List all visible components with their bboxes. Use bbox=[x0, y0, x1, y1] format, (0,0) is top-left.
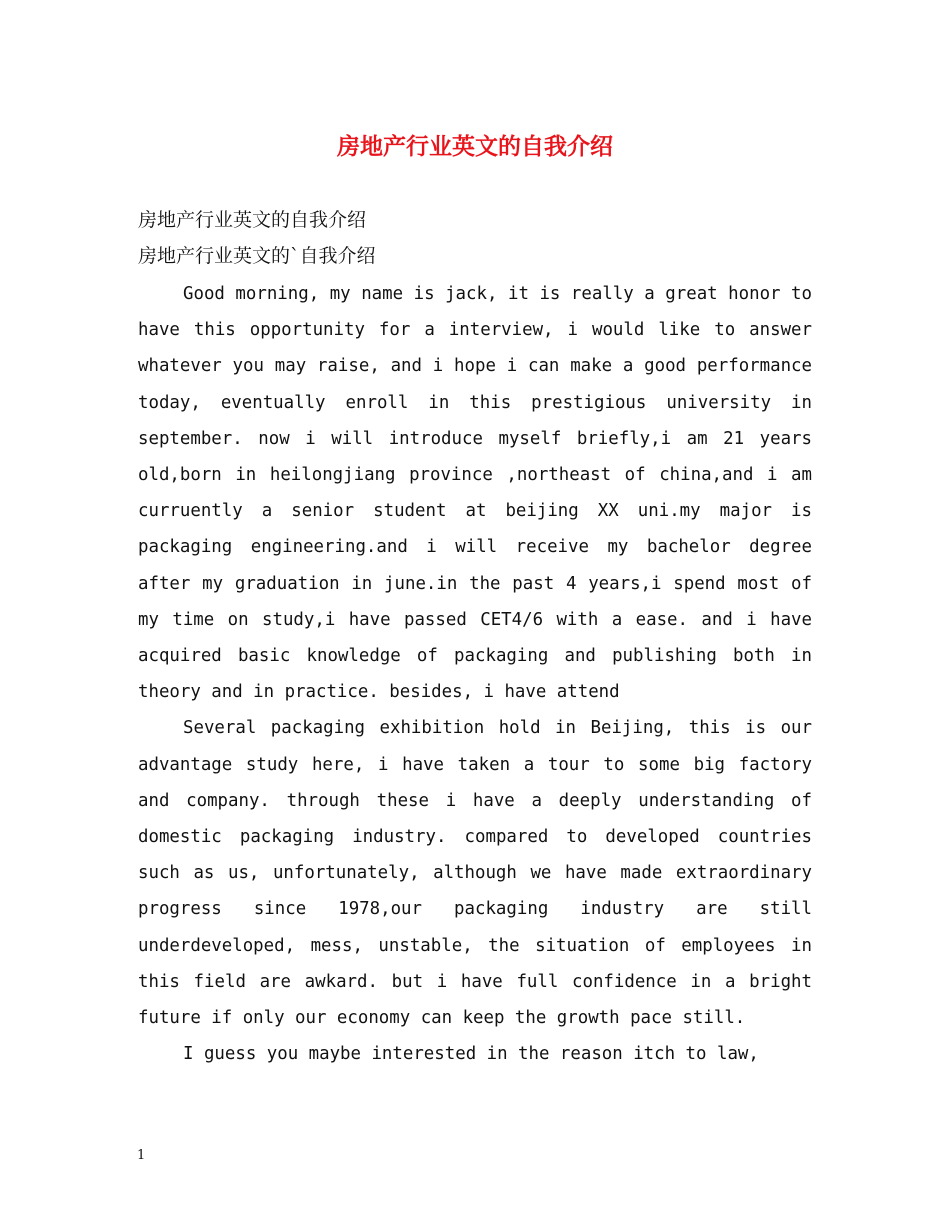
paragraph-3: I guess you maybe interested in the reason itch to law, bbox=[183, 1044, 759, 1065]
document-body bbox=[138, 276, 812, 1072]
document-title: 房地产行业英文的自我介绍 bbox=[337, 133, 613, 160]
page-number: 1 bbox=[137, 1148, 146, 1163]
paragraph-1: Good morning, my name is jack, it is really a great honor to have this opportunity for a interview, i would like to answer whatever you may raise, and i hope i can make a good performance today, eventually enroll in this prestigious university in september. now i will introduce myself briefly,i am 21 years old,born in heilongjiang province ,northeast of china,and i am curruently a senior student at beijing XX uni.my major is packaging engineering.and i will receive my bachelor degree after my graduation in june.in the past 4 years,i spend most of my time on study,i have passed CET4/6 with a ease. and i have acquired basic knowledge of packaging and publishing both in theory and in practice. besides, i have attend bbox=[138, 284, 812, 703]
paragraph-2: Several packaging exhibition hold in Beijing, this is our advantage study here, i have taken a tour to some big factory and company. through these i have a deeply understanding of domestic packaging industry. compared to developed countries such as us, unfortunately, although we have made extraordinary progress since 1978,our packaging industry are still underdeveloped, mess, unstable, the situation of employees in this field are awkard. but i have full confidence in a bright future if only our economy can keep the growth pace still. bbox=[138, 718, 812, 1029]
heading-line-1: 房地产行业英文的自我介绍 bbox=[138, 209, 367, 231]
heading-line-2: 房地产行业英文的`自我介绍 bbox=[138, 245, 376, 267]
